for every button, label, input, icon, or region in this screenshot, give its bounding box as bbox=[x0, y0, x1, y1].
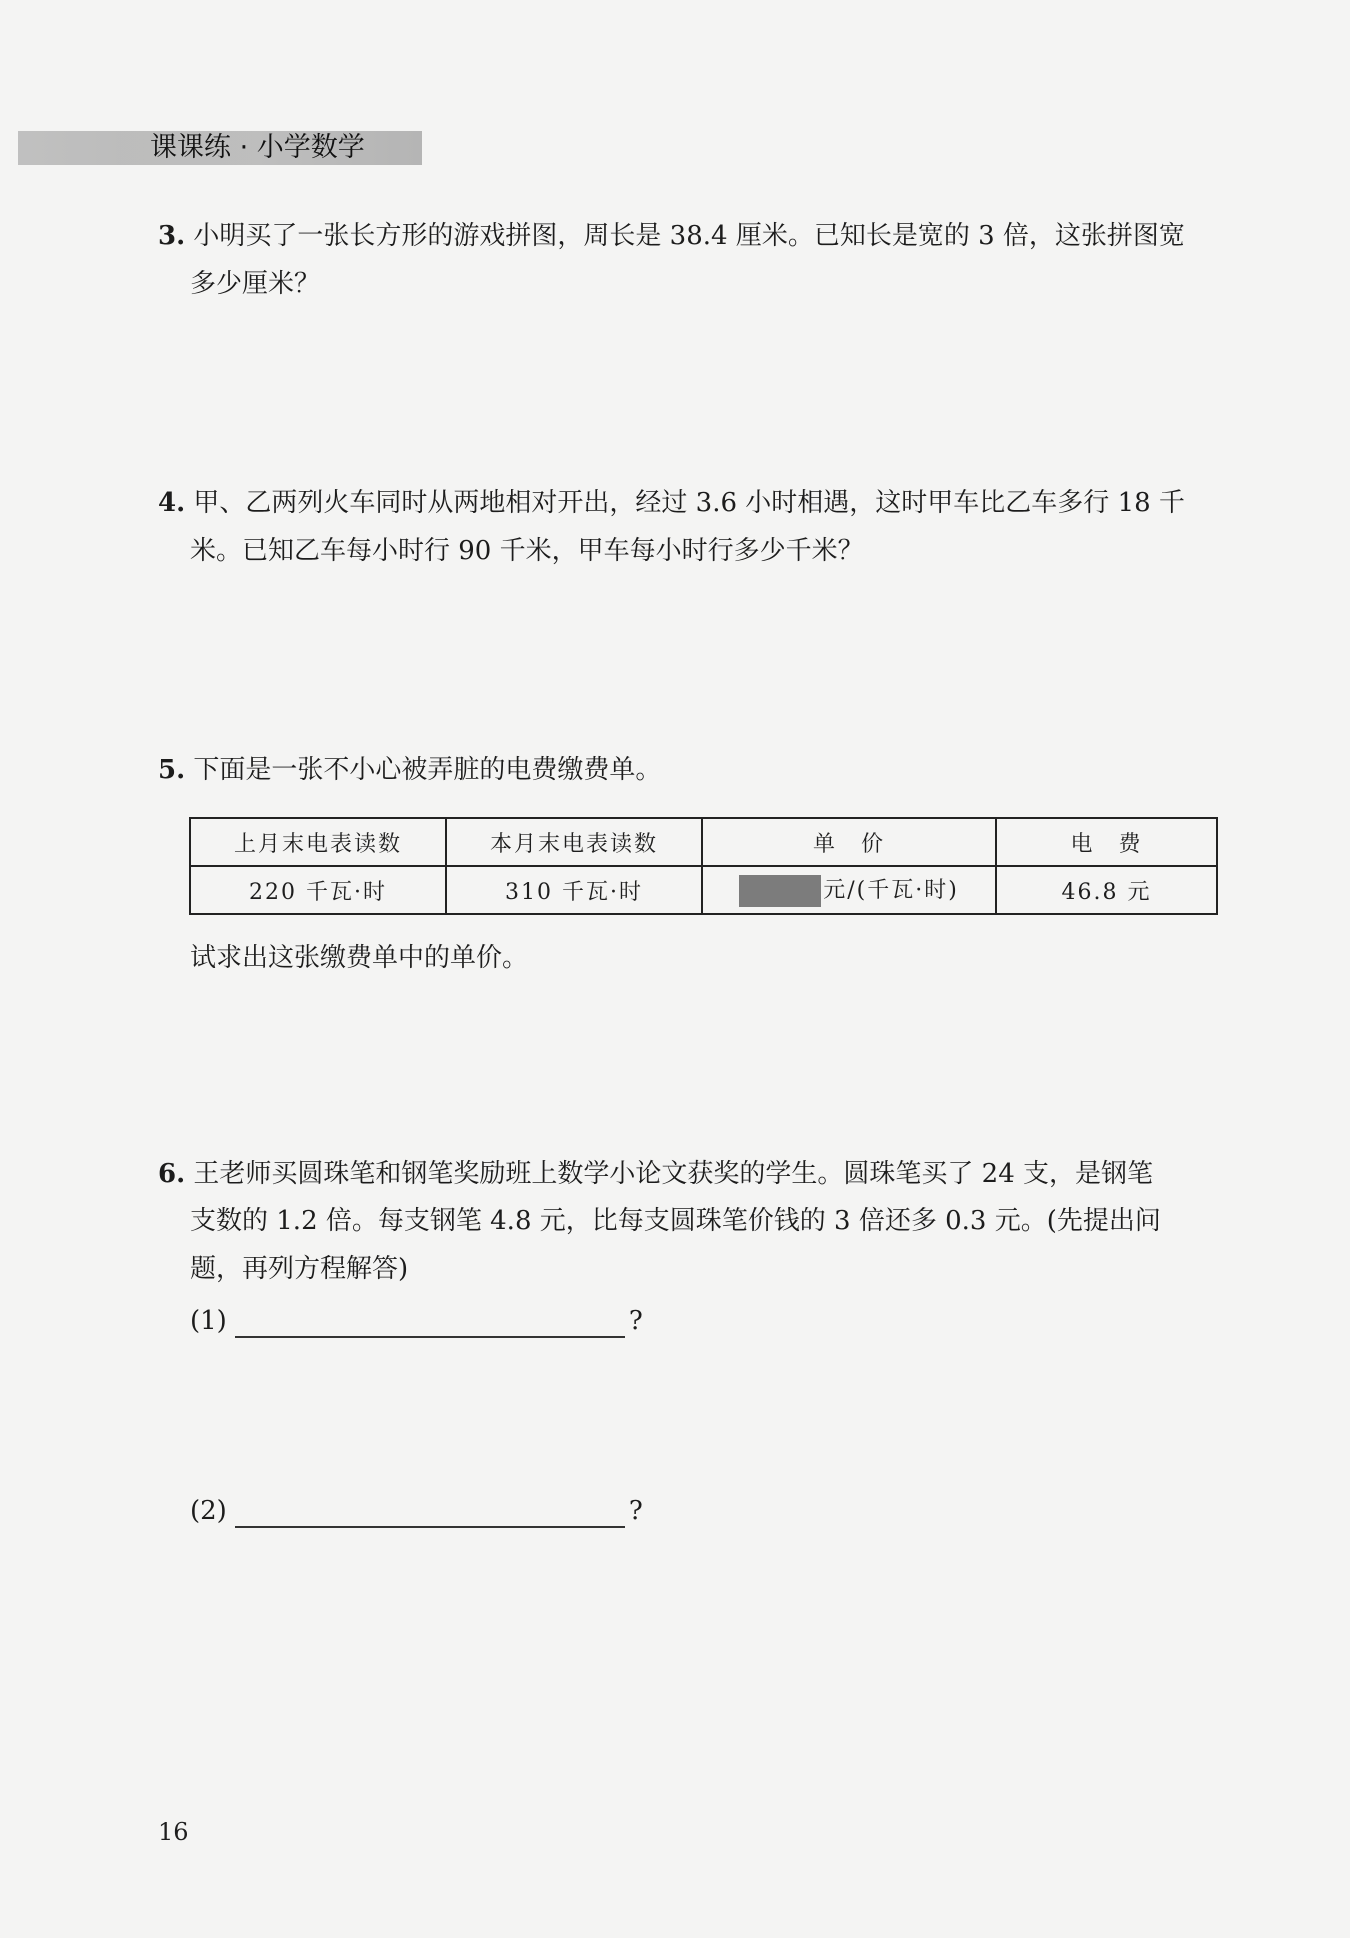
question-4-text-1: 甲、乙两列火车同时从两地相对开出，经过 3.6 小时相遇，这时甲车比乙车多行 18 千 bbox=[193, 488, 1185, 518]
question-6-text-1: 王老师买圆珠笔和钢笔奖励班上数学小论文获奖的学生。圆珠笔买了 24 支，是钢笔 bbox=[193, 1159, 1154, 1189]
question-4-text-2: 米。已知乙车每小时行 90 千米，甲车每小时行多少千米？ bbox=[190, 536, 864, 566]
question-6-text-2: 支数的 1.2 倍。每支钢笔 4.8 元，比每支圆珠笔价钱的 3 倍还多 0.3 元。(先提出问 bbox=[190, 1206, 1161, 1236]
page-number: 16 bbox=[158, 1818, 189, 1846]
question-5-text-2: 试求出这张缴费单中的单价。 bbox=[190, 943, 529, 973]
sub-question-label: (2) bbox=[190, 1496, 227, 1526]
electricity-bill-table bbox=[189, 817, 1218, 915]
table-header-cell: 单 价 bbox=[702, 818, 996, 866]
question-4-number: 4. bbox=[158, 488, 186, 518]
table-cell: 310 千瓦·时 bbox=[446, 866, 702, 914]
question-3-number: 3. bbox=[158, 221, 186, 251]
table-cell: 220 千瓦·时 bbox=[190, 866, 446, 914]
question-3-line-1 bbox=[158, 219, 1185, 253]
header-title: 课课练 · 小学数学 bbox=[150, 132, 365, 163]
question-4-line-1 bbox=[158, 486, 1185, 520]
question-mark: ? bbox=[628, 1306, 643, 1336]
smudge-stain bbox=[739, 875, 821, 907]
question-5-text-1: 下面是一张不小心被弄脏的电费缴费单。 bbox=[193, 755, 662, 785]
question-6-number: 6. bbox=[158, 1159, 186, 1189]
table-row bbox=[190, 866, 1217, 914]
question-5-number: 5. bbox=[158, 755, 186, 785]
question-6-text-3: 题，再列方程解答) bbox=[190, 1254, 409, 1284]
question-3-text-1: 小明买了一张长方形的游戏拼图，周长是 38.4 厘米。已知长是宽的 3 倍，这张拼图宽 bbox=[193, 221, 1185, 251]
table-header-cell: 本月末电表读数 bbox=[446, 818, 702, 866]
sub-question-label: (1) bbox=[190, 1306, 227, 1336]
answer-blank-1[interactable] bbox=[235, 1306, 625, 1338]
question-3-text-2: 多少厘米？ bbox=[190, 269, 321, 299]
table-header-row bbox=[190, 818, 1217, 866]
question-5-line-1 bbox=[158, 753, 661, 787]
unit-price-unit: 元/(千瓦·时) bbox=[823, 878, 959, 903]
question-6-line-1 bbox=[158, 1157, 1153, 1191]
answer-blank-2[interactable] bbox=[235, 1496, 625, 1528]
question-mark: ? bbox=[628, 1496, 643, 1526]
question-6-sub-1 bbox=[190, 1304, 643, 1338]
table-cell-unit-price bbox=[702, 866, 996, 914]
table-header-cell: 上月末电表读数 bbox=[190, 818, 446, 866]
table-cell: 46.8 元 bbox=[996, 866, 1217, 914]
question-6-sub-2 bbox=[190, 1494, 643, 1528]
table-header-cell: 电 费 bbox=[996, 818, 1217, 866]
